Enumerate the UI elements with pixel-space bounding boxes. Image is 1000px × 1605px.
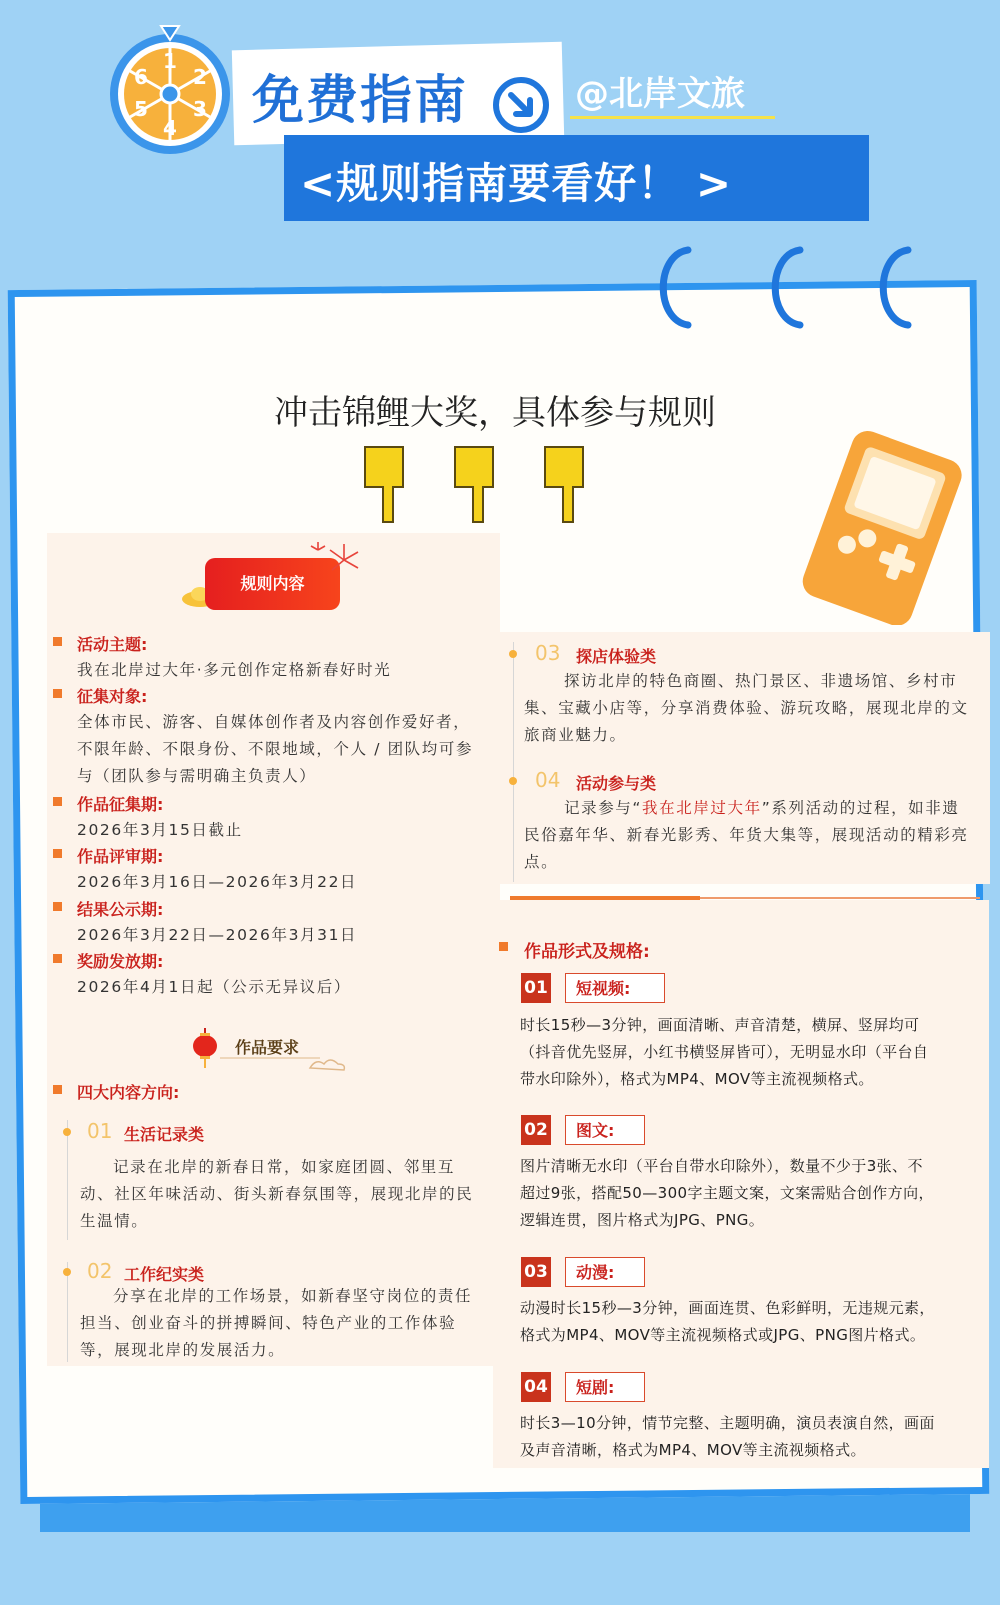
spec-number: 02 — [521, 1115, 551, 1145]
category-title: 探店体验类 — [576, 647, 657, 666]
rule-text: 2026年3月22日—2026年3月31日 — [77, 926, 358, 944]
category-title: 活动参与类 — [576, 774, 657, 793]
category-number: 04 — [535, 768, 561, 792]
category-text: 分享在北岸的工作场景，如新春坚守岗位的责任担当、创业奋斗的拼搏瞬间、特色产业的工作体验等，展现北岸的发展活力。 — [80, 1287, 473, 1359]
wheel-number: 4 — [163, 116, 177, 140]
handle-underline — [570, 115, 775, 121]
rule-text: 2026年4月1日起（公示无异议后） — [77, 978, 351, 996]
rule-text: 我在北岸过大年·多元创作定格新春好时光 — [77, 661, 392, 679]
category-number: 02 — [87, 1259, 113, 1283]
arrow-down-right-icon — [492, 76, 550, 134]
bullet-icon — [53, 849, 62, 858]
wheel-number: 5 — [134, 97, 148, 121]
timeline-dot — [63, 1268, 71, 1276]
spec-line: 及声音清晰，格式为MP4、MOV等主流视频格式。 — [520, 1441, 866, 1459]
spec-title: 动漫: — [565, 1257, 645, 1287]
timeline-dot — [63, 1128, 71, 1136]
rule-label: 奖励发放期: — [77, 952, 164, 971]
category-text: 探访北岸的特色商圈、热门景区、非遗场馆、乡村市集、宝藏小店等，分享消费体验、游玩攻略，展现北岸的文旅商业魅力。 — [524, 672, 969, 744]
account-handle: @北岸文旅 — [575, 74, 745, 114]
wheel-number: 3 — [193, 97, 207, 121]
directions-label: 四大内容方向: — [77, 1083, 180, 1102]
category-number: 03 — [535, 641, 561, 665]
bullet-icon — [53, 954, 62, 963]
timeline-dot — [509, 777, 517, 785]
spec-number: 01 — [521, 973, 551, 1003]
spec-title: 短剧: — [565, 1372, 645, 1402]
lantern-icon — [192, 1028, 218, 1068]
rule-text: 全体市民、游客、自媒体创作者及内容创作爱好者，不限年龄、不限身份、不限地域，个人 / 团队均可参与（团队参与需明确主负责人） — [77, 713, 474, 785]
specs-label: 作品形式及规格: — [524, 942, 650, 962]
category-number: 01 — [87, 1119, 113, 1143]
campaign-name-highlight: 我在北岸过大年 — [642, 799, 762, 817]
timeline-line — [513, 642, 514, 882]
bullet-icon — [53, 637, 62, 646]
spec-line: 时长3—10分钟，情节完整、主题明确，演员表演自然，画面 — [520, 1414, 935, 1432]
rule-text: 2026年3月16日—2026年3月22日 — [77, 873, 358, 891]
timeline-line — [67, 1120, 68, 1240]
wheel-number: 6 — [134, 65, 148, 89]
wheel-number: 1 — [163, 49, 177, 73]
spec-number: 04 — [521, 1372, 551, 1402]
rule-label: 活动主题: — [77, 635, 148, 654]
bullet-icon — [53, 902, 62, 911]
bullet-icon — [53, 689, 62, 698]
rule-label: 结果公示期: — [77, 900, 164, 919]
rule-label: 作品评审期: — [77, 847, 164, 866]
category-title: 工作纪实类 — [124, 1265, 205, 1284]
spec-line: 格式为MP4、MOV等主流视频格式或JPG、PNG图片格式。 — [520, 1326, 926, 1344]
page-title: 免费指南 — [252, 71, 469, 131]
rule-label: 作品征集期: — [77, 795, 164, 814]
spec-line: 超过9张，搭配50—300字主题文案，文案需贴合创作方向， — [520, 1184, 934, 1202]
rule-label: 征集对象: — [77, 687, 148, 706]
bullet-icon — [499, 942, 508, 951]
category-text-pre: 记录参与“ — [564, 799, 643, 817]
spec-line: 逻辑连贯，图片格式为JPG、PNG。 — [520, 1211, 765, 1229]
spec-line: 图片清晰无水印（平台自带水印除外），数量不少于3张、不 — [520, 1157, 923, 1175]
spec-title: 短视频: — [565, 973, 665, 1003]
main-heading: 冲击锦鲤大奖，具体参与规则 — [274, 393, 716, 433]
subtitle-text: <规则指南要看好！ > — [300, 159, 733, 208]
prize-wheel-icon — [105, 22, 235, 158]
timeline-dot — [509, 650, 517, 658]
bullet-icon — [53, 1085, 62, 1094]
category-text — [524, 795, 970, 876]
firework-icon — [308, 540, 360, 580]
spec-line: 动漫时长15秒—3分钟，画面连贯、色彩鲜明，无违规元素， — [520, 1299, 935, 1317]
pointing-down-icon — [360, 442, 605, 527]
requirements-label: 作品要求 — [235, 1038, 300, 1057]
spec-number: 03 — [521, 1257, 551, 1287]
binder-rings-icon — [650, 240, 950, 340]
category-title: 生活记录类 — [124, 1125, 205, 1144]
category-text-post: ”系列活动的过程，如非遗民俗嘉年华、新春光影秀、年货大集等，展现活动的精彩亮点。 — [524, 799, 969, 871]
cloud-divider-icon — [220, 1054, 350, 1074]
rules-badge: 规则内容 — [205, 558, 340, 610]
spec-line: 带水印除外），格式为MP4、MOV等主流视频格式。 — [520, 1070, 874, 1088]
wheel-number: 2 — [193, 65, 207, 89]
spec-line: （抖音优先竖屏，小红书横竖屏皆可），无明显水印（平台自 — [520, 1043, 929, 1061]
game-console-icon — [790, 430, 970, 625]
timeline-line — [67, 1262, 68, 1362]
spec-line: 时长15秒—3分钟，画面清晰、声音清楚，横屏、竖屏均可 — [520, 1016, 920, 1034]
bullet-icon — [53, 797, 62, 806]
spec-title: 图文: — [565, 1115, 645, 1145]
rule-text: 2026年3月15日截止 — [77, 821, 243, 839]
category-text: 记录在北岸的新春日常，如家庭团圆、邻里互动、社区年味活动、街头新春氛围等，展现北岸的民生温情。 — [80, 1158, 474, 1230]
